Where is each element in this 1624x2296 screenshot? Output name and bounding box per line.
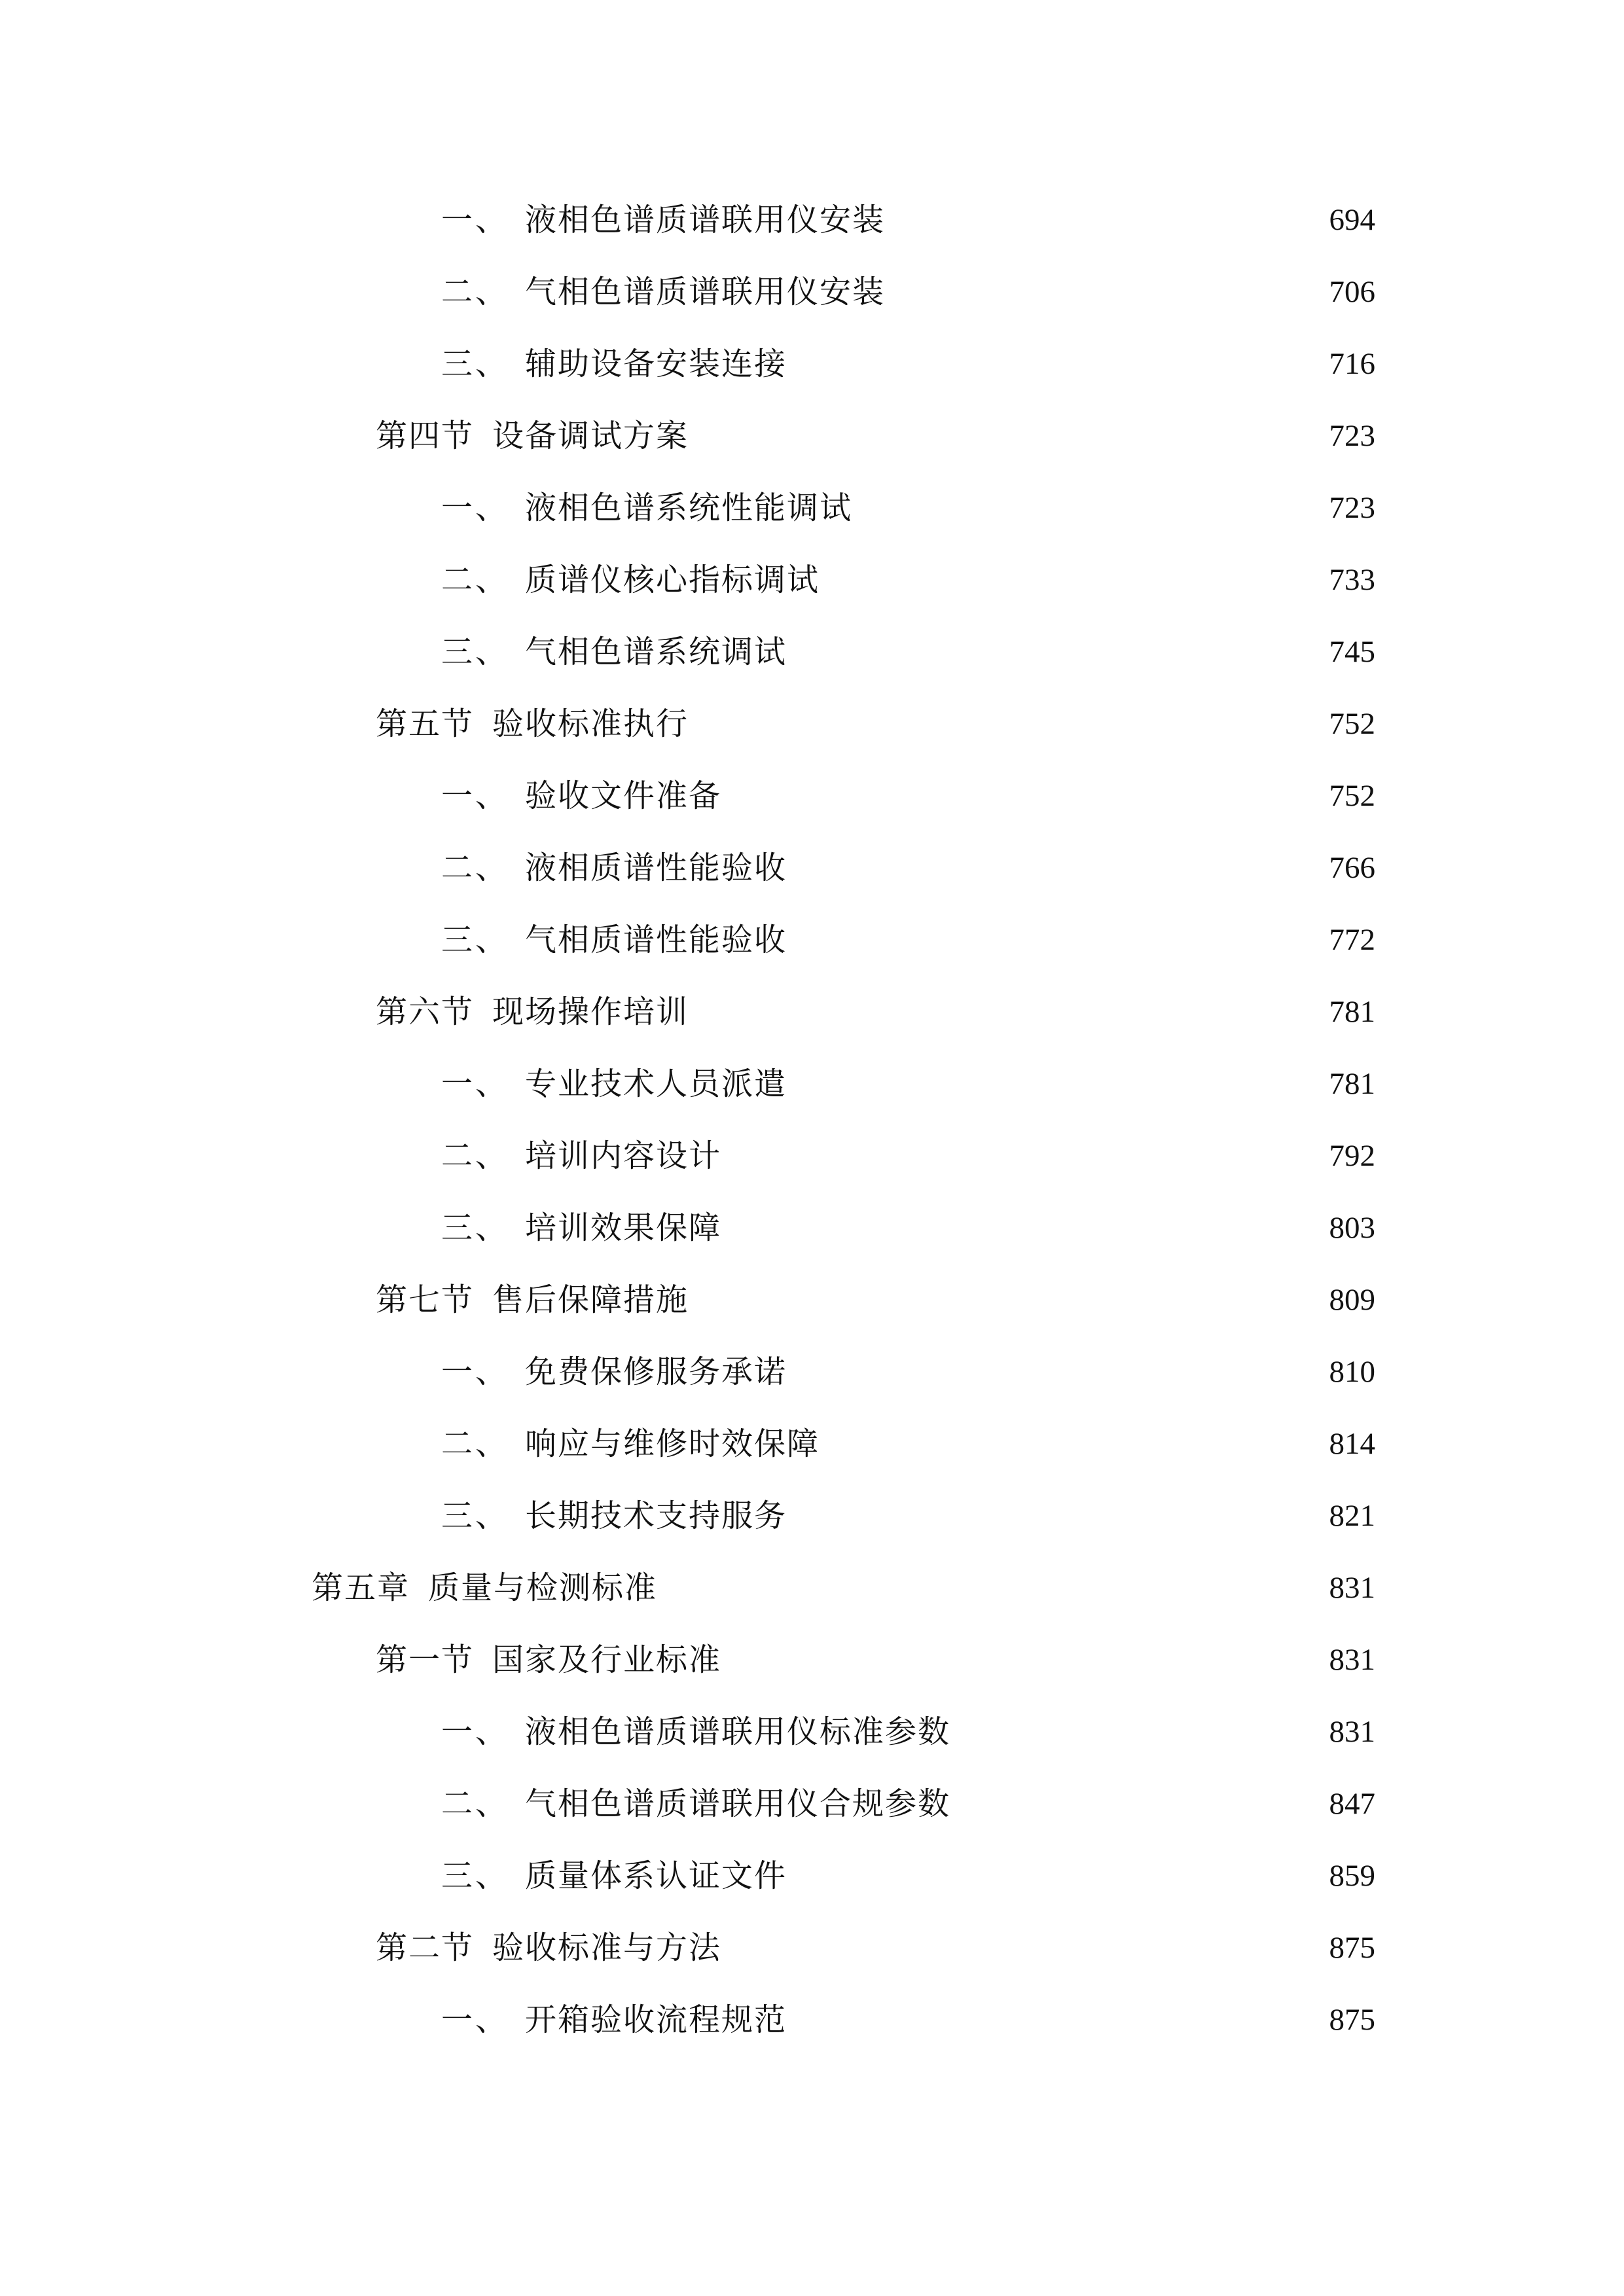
toc-entry[interactable] — [441, 842, 1375, 894]
toc-entry-page: 821 — [1329, 1499, 1375, 1533]
toc-entry-title: 质谱仪核心指标调试 — [525, 562, 820, 598]
toc-entry[interactable] — [441, 1778, 1375, 1830]
toc-entry-number: 二、 — [441, 274, 510, 310]
toc-entry[interactable] — [441, 1850, 1375, 1902]
toc-entry-number: 第七节 — [376, 1282, 475, 1318]
toc-entry-number: 一、 — [441, 778, 510, 814]
toc-entry-number: 一、 — [441, 1713, 510, 1750]
dot-leader — [731, 1922, 1315, 1974]
toc-entry-page: 733 — [1329, 563, 1375, 597]
toc-entry-page: 831 — [1329, 1571, 1375, 1605]
toc-entry-number: 第五节 — [376, 706, 475, 742]
toc-entry-page: 752 — [1329, 707, 1375, 741]
toc-entry-number: 二、 — [441, 1426, 510, 1462]
toc-entry[interactable] — [441, 914, 1375, 966]
toc-entry-page: 694 — [1329, 203, 1375, 237]
dot-leader — [796, 1058, 1315, 1110]
toc-entry-page: 847 — [1329, 1787, 1375, 1821]
toc-entry-page: 809 — [1329, 1283, 1375, 1317]
toc-entry[interactable] — [376, 986, 1375, 1038]
toc-entry-page: 752 — [1329, 779, 1375, 813]
toc-entry[interactable] — [441, 194, 1375, 246]
toc-entry-title: 验收标准执行 — [492, 706, 689, 742]
toc-entry-title: 国家及行业标准 — [492, 1641, 722, 1678]
toc-entry[interactable] — [441, 626, 1375, 678]
dot-leader — [796, 1850, 1315, 1902]
toc-entry-title: 气相质谱性能验收 — [525, 922, 787, 958]
toc-entry-title: 气相色谱质谱联用仪合规参数 — [525, 1785, 951, 1822]
dot-leader — [829, 1418, 1315, 1470]
toc-entry-page: 706 — [1329, 275, 1375, 309]
toc-entry[interactable] — [376, 698, 1375, 750]
toc-entry-title: 液相色谱质谱联用仪安装 — [525, 202, 886, 238]
toc-entry-page: 723 — [1329, 491, 1375, 525]
dot-leader — [796, 914, 1315, 966]
dot-leader — [731, 770, 1315, 822]
toc-entry-page: 831 — [1329, 1715, 1375, 1749]
dot-leader — [698, 1274, 1315, 1326]
dot-leader — [960, 1706, 1315, 1758]
toc-entry-number: 一、 — [441, 2001, 510, 2038]
toc-entry-number: 第一节 — [376, 1641, 475, 1678]
toc-entry-number: 一、 — [441, 1354, 510, 1390]
dot-leader — [698, 698, 1315, 750]
dot-leader — [796, 338, 1315, 390]
toc-entry-page: 814 — [1329, 1427, 1375, 1461]
toc-entry-number: 三、 — [441, 634, 510, 670]
dot-leader — [960, 1778, 1315, 1830]
toc-entry-number: 第二节 — [376, 1929, 475, 1966]
dot-leader — [796, 1490, 1315, 1542]
dot-leader — [698, 986, 1315, 1038]
toc-entry-title: 现场操作培训 — [492, 994, 689, 1030]
dot-leader — [796, 842, 1315, 894]
toc-entry[interactable] — [441, 1490, 1375, 1542]
toc-entry[interactable] — [376, 1922, 1375, 1974]
toc-entry-number: 二、 — [441, 850, 510, 886]
toc-entry-title: 液相色谱系统性能调试 — [525, 490, 853, 526]
toc-entry[interactable] — [441, 1994, 1375, 2046]
toc-entry[interactable] — [441, 482, 1375, 534]
toc-entry-page: 723 — [1329, 419, 1375, 453]
toc-entry-page: 803 — [1329, 1211, 1375, 1245]
toc-entry-number: 第五章 — [312, 1570, 410, 1606]
toc-entry-number: 三、 — [441, 1857, 510, 1894]
toc-entry[interactable] — [441, 1346, 1375, 1398]
toc-entry-title: 辅助设备安装连接 — [525, 346, 787, 382]
toc-entry-number: 第六节 — [376, 994, 475, 1030]
toc-entry-page: 745 — [1329, 635, 1375, 669]
toc-entry-title: 免费保修服务承诺 — [525, 1354, 787, 1390]
toc-entry-title: 设备调试方案 — [492, 418, 689, 454]
toc-entry[interactable] — [441, 1418, 1375, 1470]
dot-leader — [731, 1130, 1315, 1182]
toc-entry-title: 气相色谱系统调试 — [525, 634, 787, 670]
toc-entry-page: 766 — [1329, 851, 1375, 885]
dot-leader — [731, 1202, 1315, 1254]
toc-entry[interactable] — [376, 1634, 1375, 1686]
dot-leader — [796, 626, 1315, 678]
toc-entry-title: 长期技术支持服务 — [525, 1498, 787, 1534]
toc-entry[interactable] — [441, 1706, 1375, 1758]
toc-entry-page: 781 — [1329, 995, 1375, 1029]
toc-entry[interactable] — [376, 1274, 1375, 1326]
toc-entry[interactable] — [441, 1058, 1375, 1110]
dot-leader — [894, 194, 1315, 246]
toc-entry-title: 响应与维修时效保障 — [525, 1426, 820, 1462]
toc-entry-title: 验收标准与方法 — [492, 1929, 722, 1966]
dot-leader — [861, 482, 1315, 534]
toc-entry-title: 开箱验收流程规范 — [525, 2001, 787, 2038]
toc-entry-number: 二、 — [441, 1138, 510, 1174]
dot-leader — [731, 1634, 1315, 1686]
toc-entry[interactable] — [441, 266, 1375, 318]
dot-leader — [698, 410, 1315, 462]
toc-entry-page: 810 — [1329, 1355, 1375, 1389]
toc-entry-page: 716 — [1329, 347, 1375, 381]
toc-entry[interactable] — [441, 338, 1375, 390]
dot-leader — [666, 1562, 1315, 1614]
toc-entry-page: 792 — [1329, 1139, 1375, 1173]
toc-entry-title: 液相质谱性能验收 — [525, 850, 787, 886]
toc-entry-page: 772 — [1329, 923, 1375, 957]
dot-leader — [796, 1346, 1315, 1398]
toc-entry-number: 二、 — [441, 562, 510, 598]
toc-entry[interactable] — [441, 1130, 1375, 1182]
toc-entry-title: 液相色谱质谱联用仪标准参数 — [525, 1713, 951, 1750]
toc-entry-title: 售后保障措施 — [492, 1282, 689, 1318]
toc-entry-title: 质量体系认证文件 — [525, 1857, 787, 1894]
toc-entry-number: 三、 — [441, 922, 510, 958]
toc-entry-title: 验收文件准备 — [525, 778, 722, 814]
toc-entry-title: 专业技术人员派遣 — [525, 1066, 787, 1102]
toc-entry-page: 875 — [1329, 2003, 1375, 2037]
toc-entry-page: 859 — [1329, 1859, 1375, 1893]
toc-entry-page: 875 — [1329, 1931, 1375, 1965]
toc-entry[interactable] — [441, 770, 1375, 822]
toc-entry-title: 气相色谱质谱联用仪安装 — [525, 274, 886, 310]
toc-entry-number: 三、 — [441, 346, 510, 382]
toc-entry-number: 三、 — [441, 1210, 510, 1246]
toc-entry[interactable] — [312, 1562, 1375, 1614]
toc-entry-page: 831 — [1329, 1643, 1375, 1677]
toc-entry-page: 781 — [1329, 1067, 1375, 1101]
toc-entry-number: 二、 — [441, 1785, 510, 1822]
toc-entry-number: 第四节 — [376, 418, 475, 454]
dot-leader — [796, 1994, 1315, 2046]
toc-entry-number: 三、 — [441, 1498, 510, 1534]
toc-entry-number: 一、 — [441, 202, 510, 238]
toc-entry-title: 质量与检测标准 — [428, 1570, 658, 1606]
toc-entry-number: 一、 — [441, 490, 510, 526]
toc-entry[interactable] — [441, 1202, 1375, 1254]
toc-entry-number: 一、 — [441, 1066, 510, 1102]
toc-entry[interactable] — [376, 410, 1375, 462]
toc-entry-title: 培训效果保障 — [525, 1210, 722, 1246]
toc-entry[interactable] — [441, 554, 1375, 606]
dot-leader — [829, 554, 1315, 606]
dot-leader — [894, 266, 1315, 318]
toc-entry-title: 培训内容设计 — [525, 1138, 722, 1174]
